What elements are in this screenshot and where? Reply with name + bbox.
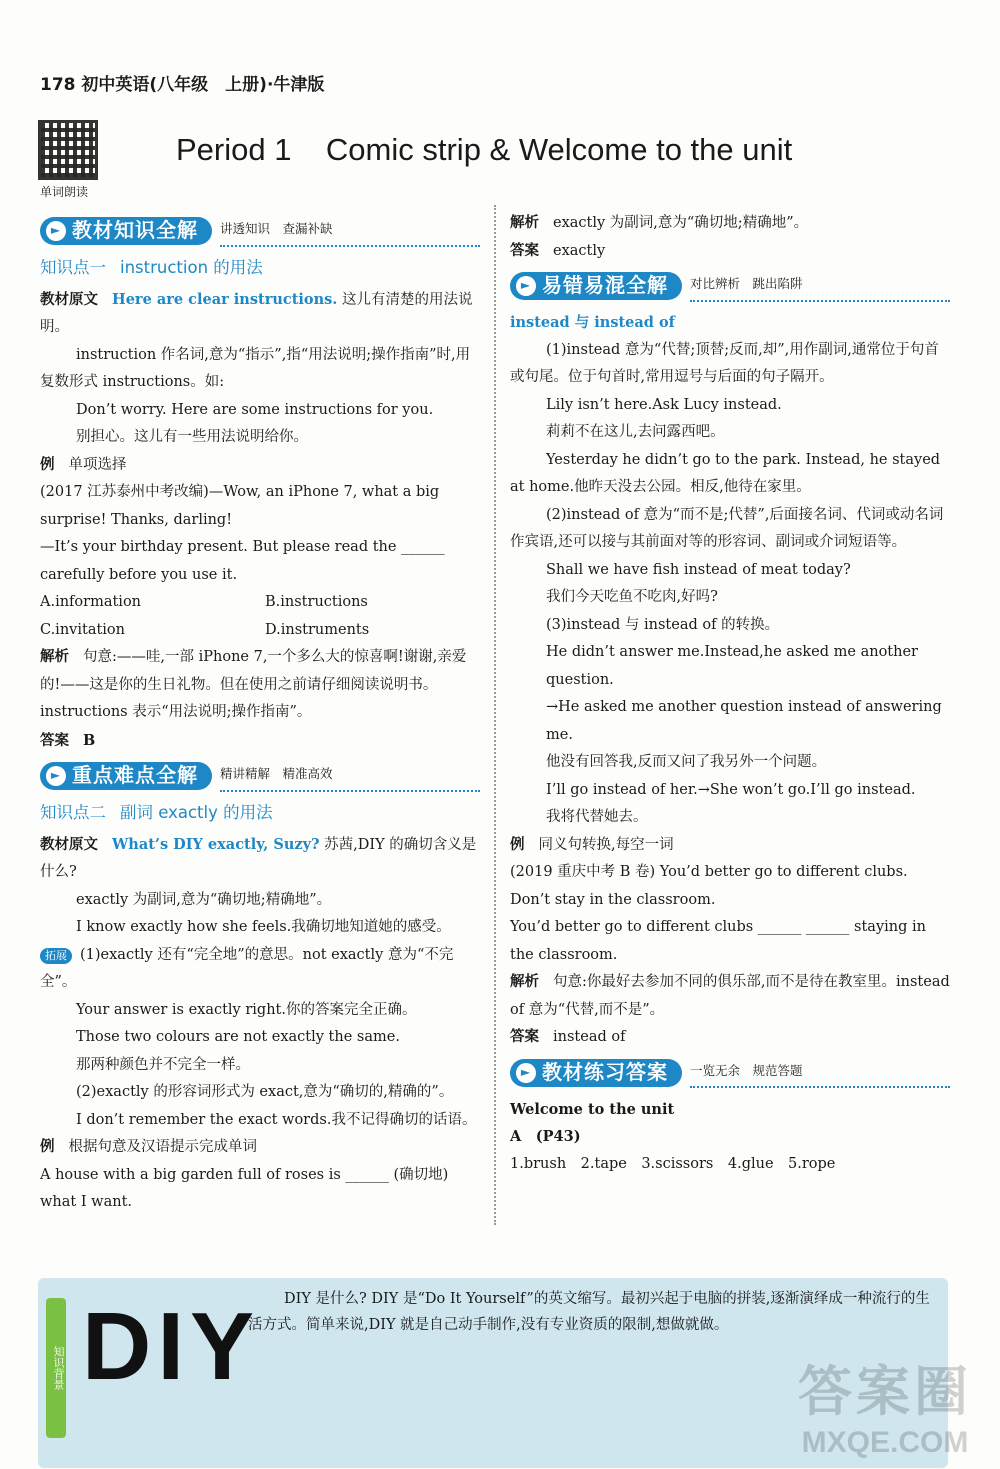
banner-subtitle: 精讲精解 精准高效 <box>220 760 480 792</box>
answer <box>510 1024 950 1052</box>
example-english: Shall we have fish instead of meat today? <box>546 561 851 578</box>
analysis-text: 句意:——哇,一部 iPhone 7,一个多么大的惊喜啊!谢谢,亲爱的!——这是你的生日礼物。但在使用之前请仔细阅读说明书。instructions 表示“用法说明;操作指南”。 <box>40 649 467 720</box>
exercise-label: 例 <box>40 456 55 473</box>
megaphone-icon: ► <box>46 221 66 241</box>
original-text <box>40 286 480 342</box>
knowledge-point-title <box>40 799 480 827</box>
example-sentence: I’ll go instead of her.→She won’t go.I’ll go instead. <box>546 781 916 798</box>
megaphone-icon: ► <box>516 276 536 296</box>
banner-title: 教材知识全解 <box>72 218 198 243</box>
banner-subtitle: 一览无余 规范答题 <box>690 1057 950 1089</box>
analysis <box>510 210 950 238</box>
extension-text: (1)exactly 还有“完全地”的意思。not exactly 意为“不完全”。 <box>40 946 454 990</box>
banner-confusing <box>510 269 950 303</box>
background-tag: 知识背景 <box>46 1298 66 1438</box>
explanation-paragraph: instruction 作名词,意为“指示”,指“用法说明;操作指南”时,用复数形式 instructions。如: <box>40 346 471 390</box>
example-english: Lily isn’t here.Ask Lucy instead. <box>546 396 782 413</box>
page-title: Period 1 Comic strip & Welcome to the unit <box>176 132 793 167</box>
answer <box>510 238 950 266</box>
original-label: 教材原文 <box>40 291 98 308</box>
explanation-paragraph-1: (1)instead 意为“代替;顶替;反而,却”,用作副词,通常位于句首或句尾。位于句首时,常用逗号与后面的句子隔开。 <box>510 341 939 385</box>
answers-subsection: A (P43) <box>510 1128 581 1145</box>
example-chinese: 我将代替她去。 <box>546 809 648 825</box>
answers-section-title: Welcome to the unit <box>510 1100 675 1118</box>
options <box>40 589 480 644</box>
kp-term: 副词 exactly 的用法 <box>120 803 273 822</box>
original-chinese: 这儿有清楚的用法说明。 <box>40 291 473 335</box>
example-english: Those two colours are not exactly the same. <box>76 1029 400 1045</box>
question-line-2: —It’s your birthday present. But please read the ______ carefully before you use it. <box>40 539 445 583</box>
extension <box>40 942 480 997</box>
diy-letter-i: I <box>157 1293 190 1400</box>
answers-line: 1.brush 2.tape 3.scissors 4.glue 5.rope <box>510 1155 836 1172</box>
original-text <box>40 831 480 887</box>
example-sentence: Yesterday he didn’t go to the park. Instead, he stayed at home.他昨天没去公园。相反,他待在家里。 <box>510 451 941 495</box>
kp-term: instruction 的用法 <box>120 258 263 277</box>
diy-letter-d: D <box>82 1293 158 1400</box>
megaphone-icon: ► <box>516 1063 536 1083</box>
banner-title: 易错易混全解 <box>542 273 668 298</box>
banner-key-difficult <box>40 759 480 793</box>
option-d: D.instruments <box>265 621 370 638</box>
question-line-2: You’d better go to different clubs ______ ______ staying in the classroom. <box>510 919 926 963</box>
topic-title: instead 与 instead of <box>510 314 675 331</box>
banner-textbook-knowledge <box>40 214 480 248</box>
knowledge-point-title <box>40 254 480 282</box>
background-text: DIY 是什么? DIY 是“Do It Yourself”的英文缩写。最初兴起于电脑的拼装,逐渐演绎成一种流行的生活方式。简单来说,DIY 就是自己动手制作,没有专业资质的限制,想做就做。 <box>248 1291 930 1333</box>
answer-label: 答案 <box>40 732 69 749</box>
right-column <box>510 210 950 1178</box>
example-chinese: 那两种颜色并不完全一样。 <box>76 1056 250 1073</box>
megaphone-icon: ► <box>46 766 66 786</box>
answer-label: 答案 <box>510 242 539 259</box>
extension-tag: 拓展 <box>40 948 72 964</box>
watermark-logo <box>790 1349 980 1459</box>
explanation-paragraph-3: (3)instead 与 instead of 的转换。 <box>546 616 780 633</box>
exercise-heading <box>40 452 480 480</box>
analysis-label: 解析 <box>40 649 69 665</box>
example-sentence: →He asked me another question instead of answering me. <box>546 699 942 743</box>
answer-text: B <box>83 731 96 749</box>
example-english: Don’t worry. Here are some instructions for you. <box>76 401 434 418</box>
analysis-label: 解析 <box>510 215 539 231</box>
analysis-text: 句意:你最好去参加不同的俱乐部,而不是待在教室里。instead of 意为“代替,而不是”。 <box>510 974 950 1018</box>
analysis-text: exactly 为副词,意为“确切地;精确地”。 <box>553 215 809 231</box>
example-sentence: He didn’t answer me.Instead,he asked me another question. <box>546 644 918 688</box>
exercise-label: 例 <box>510 836 525 853</box>
exercise-type: 单项选择 <box>68 456 127 473</box>
banner-title: 教材练习答案 <box>542 1059 668 1084</box>
question-line-1: (2017 江苏泰州中考改编)—Wow, an iPhone 7, what a big surprise! Thanks, darling! <box>40 484 440 528</box>
answer-text: instead of <box>553 1029 626 1045</box>
example-sentence: I don’t remember the exact words.我不记得确切的话语。 <box>76 1111 477 1128</box>
option-a: A.information <box>40 594 142 610</box>
left-column <box>40 210 480 1217</box>
explanation-paragraph-2: (2)instead of 意为“而不是;代替”,后面接名词、代词或动名词作宾语,还可以接与其前面对等的形容词、副词或介词短语等。 <box>510 506 944 550</box>
exercise-type: 同义句转换,每空一词 <box>538 836 674 853</box>
watermark-small: MXQE.COM <box>801 1426 969 1459</box>
example-chinese: 莉莉不在这儿,去问露西吧。 <box>546 424 725 440</box>
example-sentence: I know exactly how she feels.我确切地知道她的感受。 <box>76 919 451 935</box>
extension-text-2: (2)exactly 的形容词形式为 exact,意为“确切的,精确的”。 <box>76 1084 454 1100</box>
exercise-type: 根据句意及汉语提示完成单词 <box>68 1139 257 1155</box>
exercise-heading <box>510 832 950 860</box>
example-chinese: 他没有回答我,反而又问了我另外一个问题。 <box>546 754 827 770</box>
original-english: What’s DIY exactly, Suzy? <box>112 835 320 853</box>
banner-subtitle: 对比辨析 跳出陷阱 <box>690 270 950 302</box>
column-divider <box>494 205 496 1225</box>
watermark-big: 答案圈 <box>798 1362 972 1422</box>
exercise-label: 例 <box>40 1139 55 1155</box>
question-line-1: (2019 重庆中考 B 卷) You’d better go to different clubs. Don’t stay in the classroom. <box>510 864 908 908</box>
example-chinese: 我们今天吃鱼不吃肉,好吗? <box>546 589 718 605</box>
example-chinese: 别担心。这儿有一些用法说明给你。 <box>76 429 308 445</box>
diy-lettering-image <box>82 1292 262 1402</box>
answer-label: 答案 <box>510 1029 539 1045</box>
option-c: C.invitation <box>40 621 125 638</box>
qr-label: 单词朗读 <box>40 185 89 199</box>
option-b: B.instructions <box>265 594 368 610</box>
example-sentence: Your answer is exactly right.你的答案完全正确。 <box>76 1001 417 1018</box>
analysis <box>510 969 950 1024</box>
original-label: 教材原文 <box>40 836 98 853</box>
kp-number: 知识点二 <box>40 803 106 822</box>
analysis <box>40 644 480 727</box>
qr-code-icon[interactable] <box>38 120 98 180</box>
explanation-paragraph: exactly 为副词,意为“确切地;精确地”。 <box>76 891 332 908</box>
original-chinese: 苏茜,DIY 的确切含义是什么? <box>40 836 477 880</box>
kp-number: 知识点一 <box>40 258 106 277</box>
banner-title: 重点难点全解 <box>72 763 198 788</box>
answer <box>40 727 480 756</box>
question: A house with a big garden full of roses is ______ (确切地) what I want. <box>40 1166 449 1210</box>
banner-subtitle: 讲透知识 查漏补缺 <box>220 215 480 247</box>
banner-exercise-answers <box>510 1056 950 1090</box>
page-header: 178 初中英语(八年级 上册)·牛津版 <box>40 75 325 95</box>
answer-text: exactly <box>553 242 606 259</box>
original-english: Here are clear instructions. <box>112 290 338 308</box>
analysis-label: 解析 <box>510 974 539 990</box>
exercise-heading <box>40 1134 480 1162</box>
diy-letter-y: Y <box>190 1293 261 1400</box>
